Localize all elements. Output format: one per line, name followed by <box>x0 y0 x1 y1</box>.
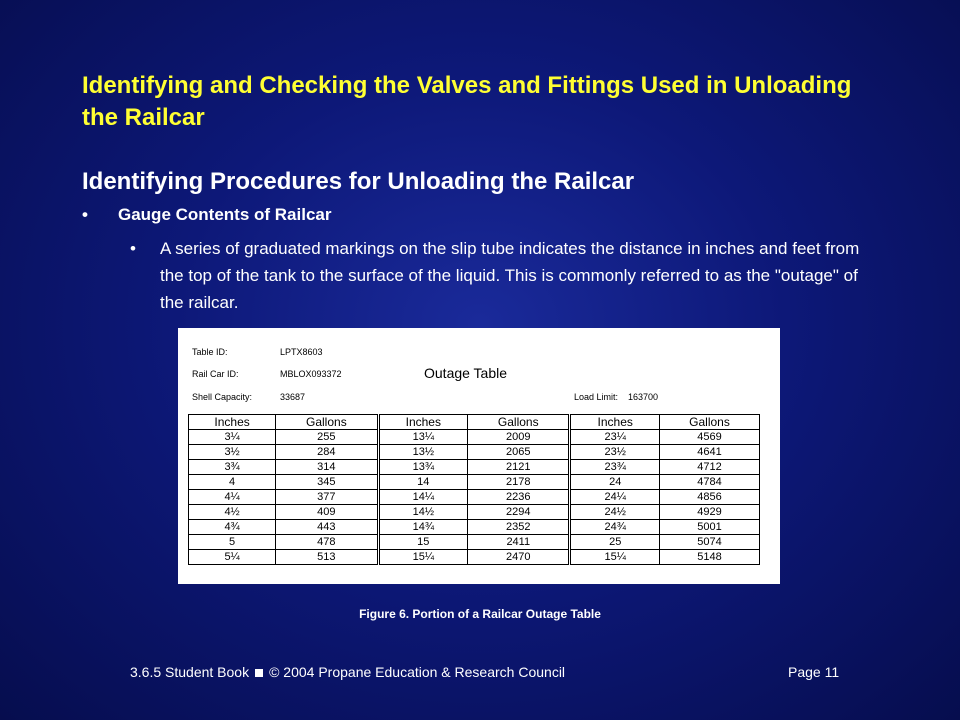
table-cell: 14½ <box>378 505 468 520</box>
table-cell: 4¼ <box>189 490 276 505</box>
footer-copyright: © 2004 Propane Education & Research Council <box>269 664 566 680</box>
header-gallons: Gallons <box>660 415 760 430</box>
table-cell: 23¼ <box>570 430 660 445</box>
table-row <box>189 430 760 445</box>
table-cell: 13¼ <box>378 430 468 445</box>
table-cell: 15¼ <box>570 550 660 565</box>
table-cell: 4½ <box>189 505 276 520</box>
page-number: Page 11 <box>788 664 840 680</box>
header-inches: Inches <box>189 415 276 430</box>
table-cell: 23¾ <box>570 460 660 475</box>
table-row <box>189 475 760 490</box>
bullet-dot: • <box>130 239 136 258</box>
table-row <box>189 490 760 505</box>
table-cell: 13½ <box>378 445 468 460</box>
table-id-label: Table ID: <box>192 347 228 357</box>
table-row <box>189 550 760 565</box>
table-cell: 24¼ <box>570 490 660 505</box>
table-cell: 5074 <box>660 535 760 550</box>
shell-capacity-label: Shell Capacity: <box>192 392 253 402</box>
table-cell: 4712 <box>660 460 760 475</box>
table-id-value: LPTX8603 <box>280 347 323 357</box>
table-cell: 14¾ <box>378 520 468 535</box>
table-cell: 2178 <box>468 475 570 490</box>
rail-car-id-value: MBLOX093372 <box>280 369 342 379</box>
slide-subtitle: Identifying Procedures for Unloading the Railcar <box>82 168 635 195</box>
table-cell: 443 <box>276 520 378 535</box>
outage-table <box>188 414 760 565</box>
table-cell: 14¼ <box>378 490 468 505</box>
table-cell: 513 <box>276 550 378 565</box>
outage-table-header-row <box>189 415 760 430</box>
table-cell: 23½ <box>570 445 660 460</box>
table-cell: 24½ <box>570 505 660 520</box>
bullet-dot: • <box>82 205 88 224</box>
table-cell: 4 <box>189 475 276 490</box>
table-cell: 24 <box>570 475 660 490</box>
table-row <box>189 460 760 475</box>
outage-table-title: Outage Table <box>424 365 508 381</box>
table-cell: 5001 <box>660 520 760 535</box>
header-gallons: Gallons <box>468 415 570 430</box>
bullet-gauge-contents-text: Gauge Contents of Railcar <box>118 205 332 224</box>
table-cell: 25 <box>570 535 660 550</box>
load-limit-value: 163700 <box>628 392 659 402</box>
shell-capacity-value: 33687 <box>280 392 306 402</box>
table-cell: 5 <box>189 535 276 550</box>
table-cell: 5148 <box>660 550 760 565</box>
table-cell: 2411 <box>468 535 570 550</box>
table-cell: 284 <box>276 445 378 460</box>
table-cell: 2009 <box>468 430 570 445</box>
header-gallons: Gallons <box>276 415 378 430</box>
table-cell: 478 <box>276 535 378 550</box>
table-cell: 2294 <box>468 505 570 520</box>
square-separator-icon <box>255 669 263 677</box>
table-cell: 377 <box>276 490 378 505</box>
rail-car-id-label: Rail Car ID: <box>192 369 239 379</box>
table-cell: 15¼ <box>378 550 468 565</box>
table-cell: 345 <box>276 475 378 490</box>
outage-table-figure <box>178 328 780 584</box>
table-cell: 14 <box>378 475 468 490</box>
figure-caption: Figure 6. Portion of a Railcar Outage Table <box>359 607 601 621</box>
table-cell: 255 <box>276 430 378 445</box>
table-cell: 24¾ <box>570 520 660 535</box>
table-cell: 2065 <box>468 445 570 460</box>
table-cell: 4784 <box>660 475 760 490</box>
table-cell: 4641 <box>660 445 760 460</box>
table-cell: 3¼ <box>189 430 276 445</box>
table-cell: 13¾ <box>378 460 468 475</box>
table-cell: 2236 <box>468 490 570 505</box>
table-cell: 2121 <box>468 460 570 475</box>
load-limit-label: Load Limit: <box>574 392 619 402</box>
header-inches: Inches <box>570 415 660 430</box>
table-cell: 4856 <box>660 490 760 505</box>
table-cell: 2352 <box>468 520 570 535</box>
table-cell: 409 <box>276 505 378 520</box>
slide-title: Identifying and Checking the Valves and Fittings Used in Unloading the Railcar <box>82 72 852 131</box>
table-cell: 4929 <box>660 505 760 520</box>
table-cell: 4569 <box>660 430 760 445</box>
footer-book-label: 3.6.5 Student Book <box>130 664 250 680</box>
table-cell: 2470 <box>468 550 570 565</box>
table-row <box>189 535 760 550</box>
table-cell: 4¾ <box>189 520 276 535</box>
table-row <box>189 445 760 460</box>
header-inches: Inches <box>378 415 468 430</box>
footer <box>130 664 565 680</box>
bullet-outage-description-text: A series of graduated markings on the slip tube indicates the distance in inches and feet from the top of the tank to the surface of the liquid. This is commonly referred to as the "outage" of the railcar. <box>160 239 860 312</box>
table-cell: 5¼ <box>189 550 276 565</box>
table-row <box>189 505 760 520</box>
table-cell: 15 <box>378 535 468 550</box>
table-cell: 3¾ <box>189 460 276 475</box>
table-cell: 314 <box>276 460 378 475</box>
table-row <box>189 520 760 535</box>
table-cell: 3½ <box>189 445 276 460</box>
